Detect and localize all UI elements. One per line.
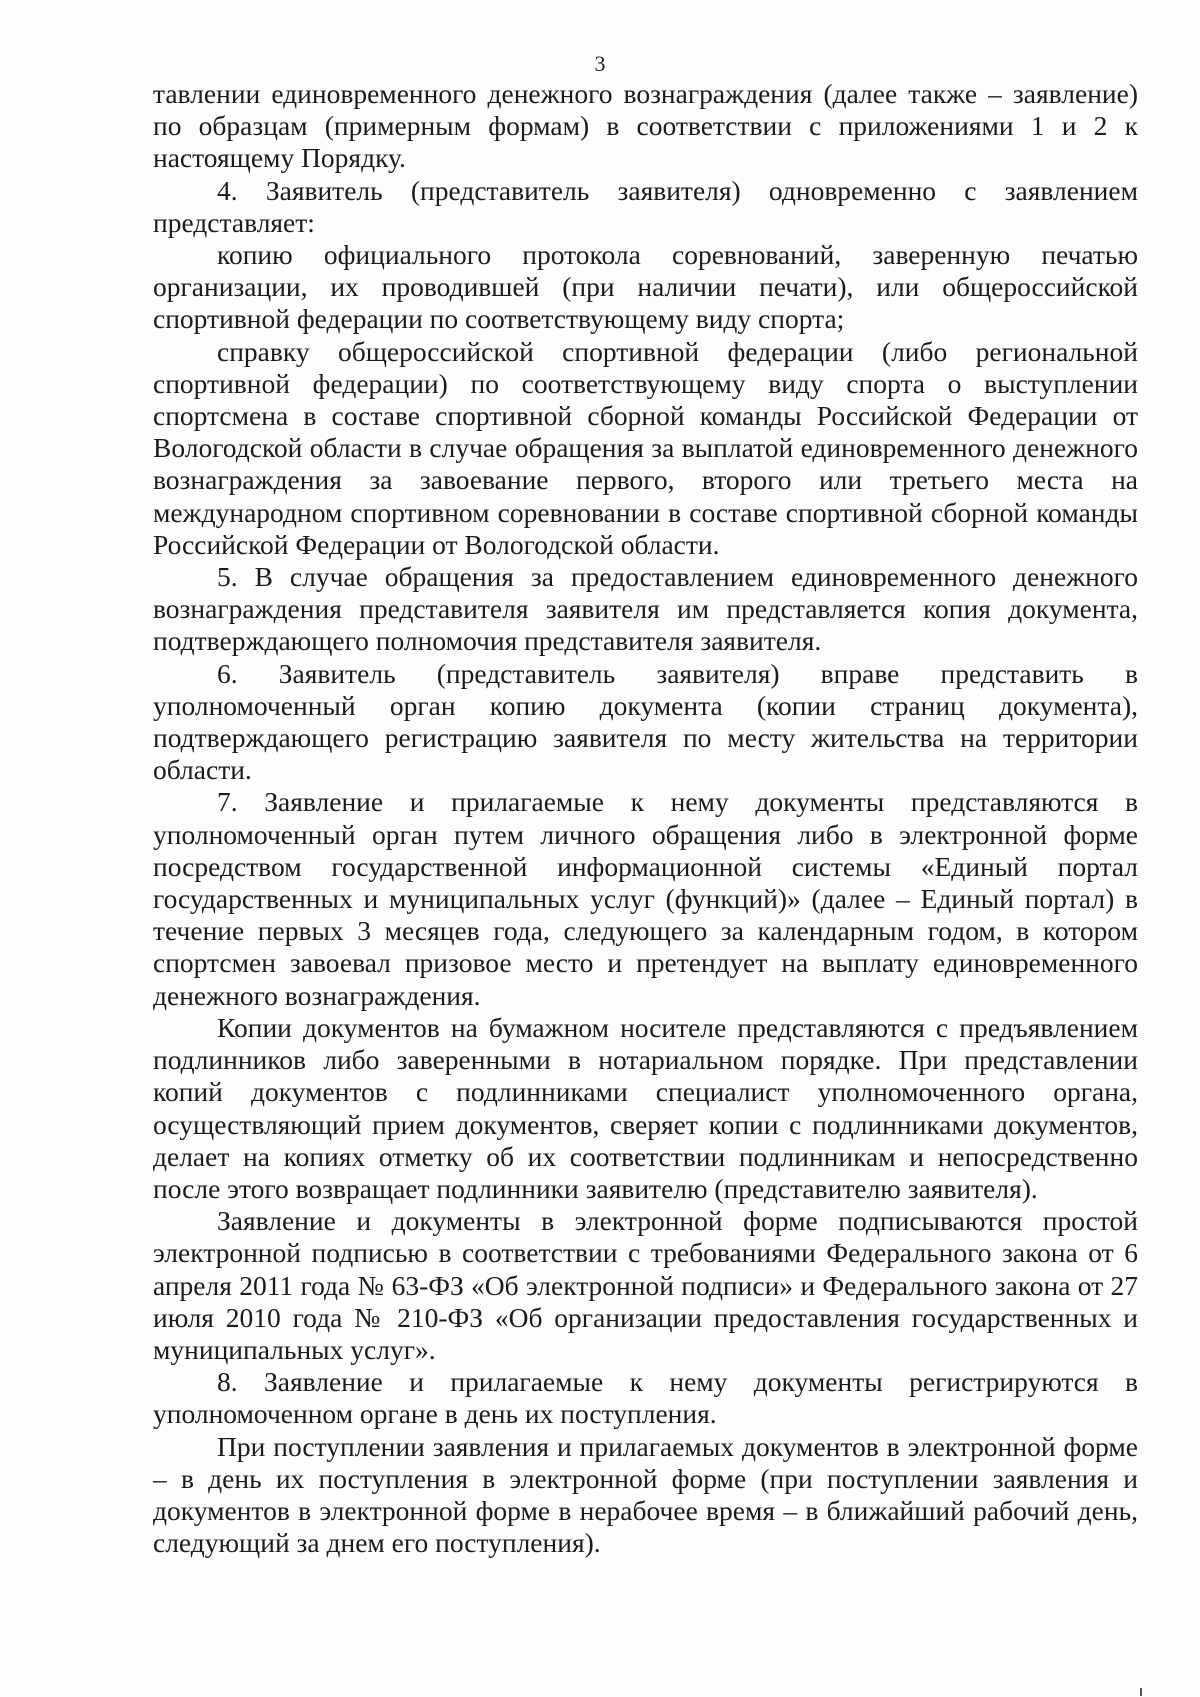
scan-artifact-mark bbox=[1140, 1688, 1142, 1696]
paragraph-7-paper-copies: Копии документов на бумажном носителе представляются с предъявлением подлинников либо заверенными в нотариальном порядке. При представлении копий документов с подлинниками специалист уполномоченного органа, осуществляющий прием документов, сверяет копии с подлинниками документов, делает на копиях отметку об их соответствии подлинникам и непосредственно после этого возвращает подлинники заявителю (представителю заявителя). bbox=[153, 1011, 1138, 1204]
paragraph-continuation: тавлении единовременного денежного вознаграждения (далее также – заявление) по образцам (примерным формам) в соответствии с приложениями 1 и 2 к настоящему Порядку. bbox=[153, 78, 1138, 174]
paragraph-7-electronic-signature: Заявление и документы в электронной форме подписываются простой электронной подписью в соответствии с требованиями Федерального закона от 6 апреля 2011 года № 63-ФЗ «Об электронной подписи» и Федерального закона от 27 июля 2010 года № 210-ФЗ «Об организации предоставления государственных и муниципальных услуг». bbox=[153, 1205, 1138, 1365]
paragraph-4: 4. Заявитель (представитель заявителя) одновременно с заявлением представляет: bbox=[153, 174, 1138, 238]
paragraph-8: 8. Заявление и прилагаемые к нему документы регистрируются в уполномоченном органе в день их поступления. bbox=[153, 1366, 1138, 1430]
paragraph-4-protocol-copy: копию официального протокола соревнований, заверенную печатью организации, их проводившей (при наличии печати), или общероссийской спортивной федерации по соответствующему виду спорта; bbox=[153, 239, 1138, 335]
paragraph-7: 7. Заявление и прилагаемые к нему документы представляются в уполномоченный орган путем личного обращения либо в электронной форме посредством государственной информационной системы «Единый портал государственных и муниципальных услуг (функций)» (далее – Единый портал) в течение первых 3 месяцев года, следующего за календарным годом, в котором спортсмен завоевал призовое место и претендует на выплату единовременного денежного вознаграждения. bbox=[153, 786, 1138, 1011]
page-number: 3 bbox=[594, 51, 606, 76]
paragraph-5: 5. В случае обращения за предоставлением единовременного денежного вознаграждения представителя заявителя им представляется копия документа, подтверждающего полномочия представителя заявителя. bbox=[153, 561, 1138, 657]
document-body bbox=[153, 78, 1138, 1559]
paragraph-8-electronic-receipt: При поступлении заявления и прилагаемых документов в электронной форме – в день их поступления в электронной форме (при поступлении заявления и документов в электронной форме в нерабочее время – в ближайший рабочий день, следующий за днем его поступления). bbox=[153, 1430, 1138, 1559]
paragraph-4-federation-certificate: справку общероссийской спортивной федерации (либо региональной спортивной федерации) по соответствующему виду спорта о выступлении спортсмена в составе спортивной сборной команды Российской Федерации от Вологодской области в случае обращения за выплатой единовременного денежного вознаграждения за завоевание первого, второго или третьего места на международном спортивном соревновании в составе спортивной сборной команды Российской Федерации от Вологодской области. bbox=[153, 335, 1138, 560]
paragraph-6: 6. Заявитель (представитель заявителя) вправе представить в уполномоченный орган копию документа (копии страниц документа), подтверждающего регистрацию заявителя по месту жительства на территории области. bbox=[153, 657, 1138, 786]
